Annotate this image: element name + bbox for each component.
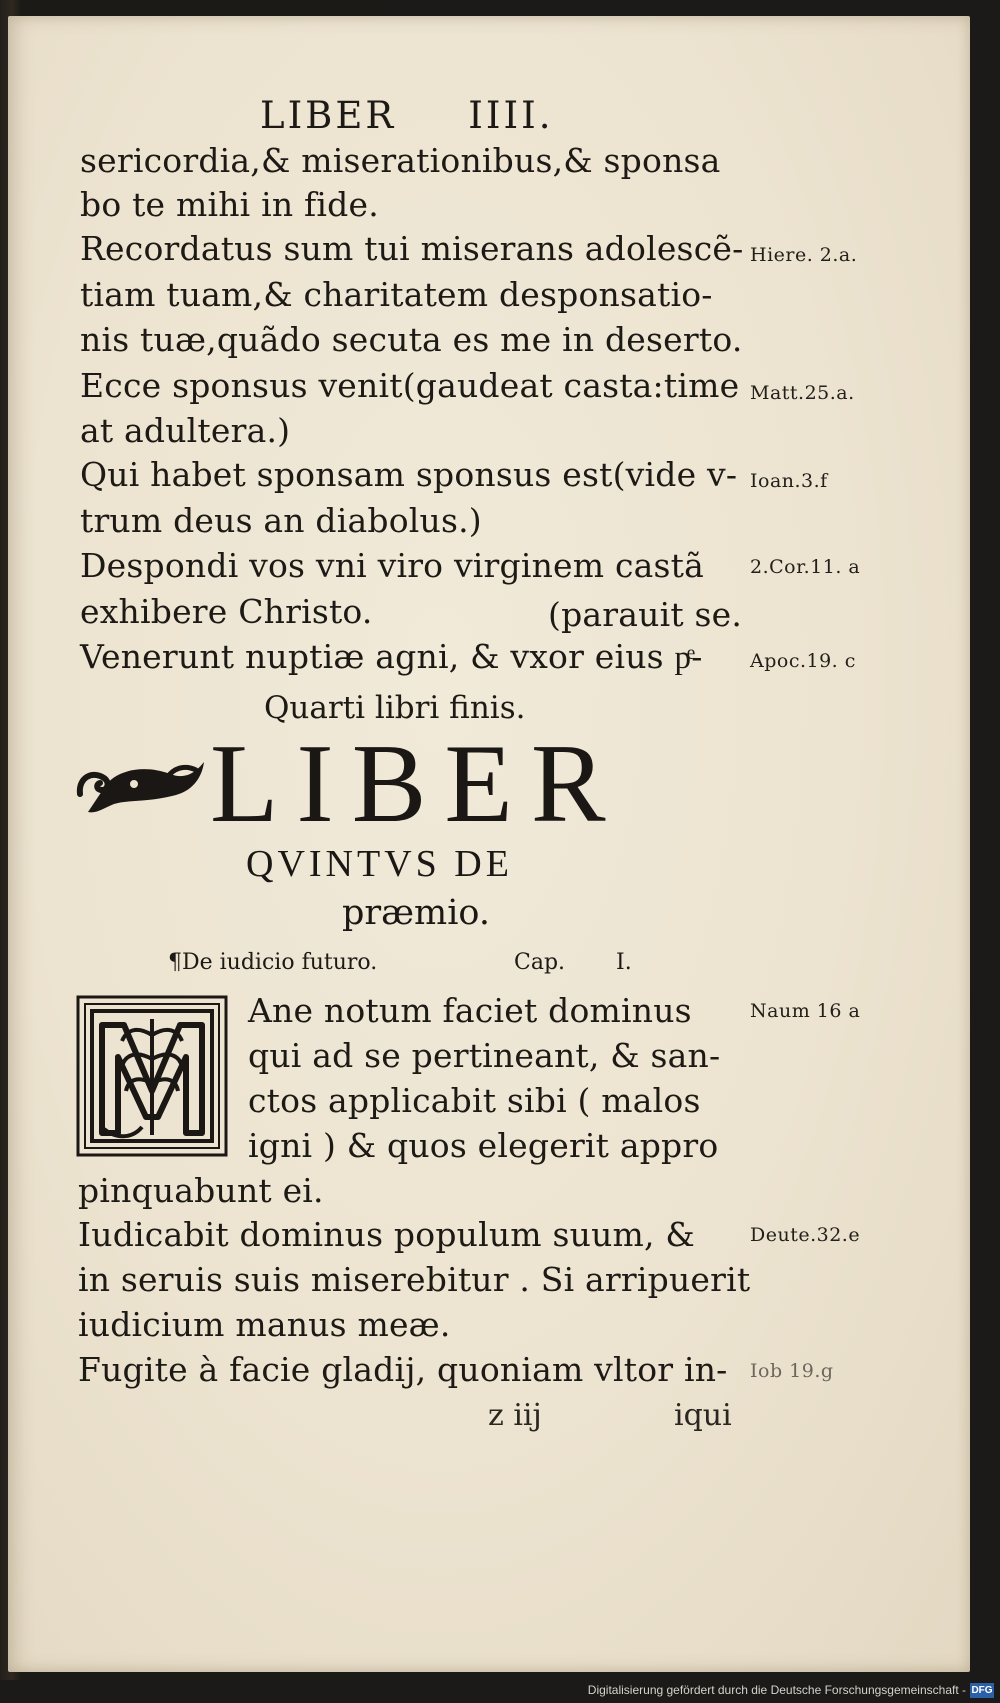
body-line: Ane notum faciet dominus bbox=[248, 991, 692, 1030]
body-line: pinquabunt ei. bbox=[78, 1171, 324, 1210]
body-line: Iudicabit dominus populum suum, & bbox=[78, 1215, 695, 1254]
body-line: bo te mihi in fide. bbox=[80, 185, 379, 224]
chapter-number: I. bbox=[616, 950, 632, 975]
book-finis-line: Quarti libri finis. bbox=[264, 690, 526, 726]
body-line: Ecce sponsus venit(gaudeat casta:time bbox=[80, 366, 740, 405]
margin-note: Ioan.3.f bbox=[750, 470, 828, 492]
margin-note: 2.Cor.11. a bbox=[750, 556, 861, 578]
funding-credit: Digitalisierung gefördert durch die Deutsche Forschungsgemeinschaft - bbox=[587, 1683, 966, 1697]
body-line: sericordia,& miserationibus,& sponsa bbox=[80, 141, 721, 180]
body-line: exhibere Christo. bbox=[80, 592, 373, 631]
book-title: LIBER bbox=[210, 722, 624, 846]
chapter-rubric: ¶De iudicio futuro. bbox=[168, 950, 378, 975]
running-head bbox=[260, 94, 553, 137]
running-head-folio: IIII. bbox=[468, 94, 554, 137]
body-line: (parauit se. bbox=[548, 595, 743, 634]
body-line: tiam tuam,& charitatem desponsatio- bbox=[80, 275, 713, 314]
body-line: trum deus an diabolus.) bbox=[80, 501, 482, 540]
body-line: in seruis suis miserebitur . Si arripuerit bbox=[78, 1260, 751, 1299]
margin-note: Apoc.19. c bbox=[750, 650, 856, 672]
body-line: Recordatus sum tui miserans adolescẽ- bbox=[80, 229, 744, 268]
margin-note: Deute.32.e bbox=[750, 1224, 861, 1246]
chapter-label: Cap. bbox=[514, 950, 566, 975]
fleuron-ornament-icon bbox=[74, 748, 212, 820]
body-line: Venerunt nuptiæ agni, & vxor eius pͤ- bbox=[80, 637, 703, 676]
body-line: at adultera.) bbox=[80, 411, 291, 450]
body-line: nis tuæ,quãdo secuta es me in deserto. bbox=[80, 320, 743, 359]
footer-bar bbox=[0, 1680, 1000, 1703]
body-line: Despondi vos vni viro virginem castã bbox=[80, 546, 704, 585]
body-line: Qui habet sponsam sponsus est(vide v- bbox=[80, 455, 738, 494]
margin-note: Matt.25.a. bbox=[750, 382, 855, 404]
body-line: ctos applicabit sibi ( malos bbox=[248, 1081, 701, 1120]
book-subtitle: QVINTVS DE bbox=[246, 843, 513, 885]
catchword: iqui bbox=[674, 1398, 732, 1433]
signature-mark: z iij bbox=[488, 1398, 542, 1433]
body-line: iudicium manus meæ. bbox=[78, 1305, 451, 1344]
margin-note: Iob 19.g bbox=[750, 1360, 834, 1382]
margin-note: Naum 16 a bbox=[750, 1000, 861, 1022]
margin-note: Hiere. 2.a. bbox=[750, 244, 858, 266]
running-head-title: LIBER bbox=[260, 94, 397, 137]
body-line: qui ad se pertineant, & san- bbox=[248, 1036, 721, 1075]
body-line: igni ) & quos elegerit appro bbox=[248, 1126, 719, 1165]
decorated-initial-m-icon bbox=[76, 995, 228, 1157]
body-line: Fugite à facie gladij, quoniam vltor in- bbox=[78, 1350, 728, 1389]
dfg-logo: DFG bbox=[971, 1685, 993, 1696]
book-subtitle-second-line: præmio. bbox=[342, 893, 490, 933]
